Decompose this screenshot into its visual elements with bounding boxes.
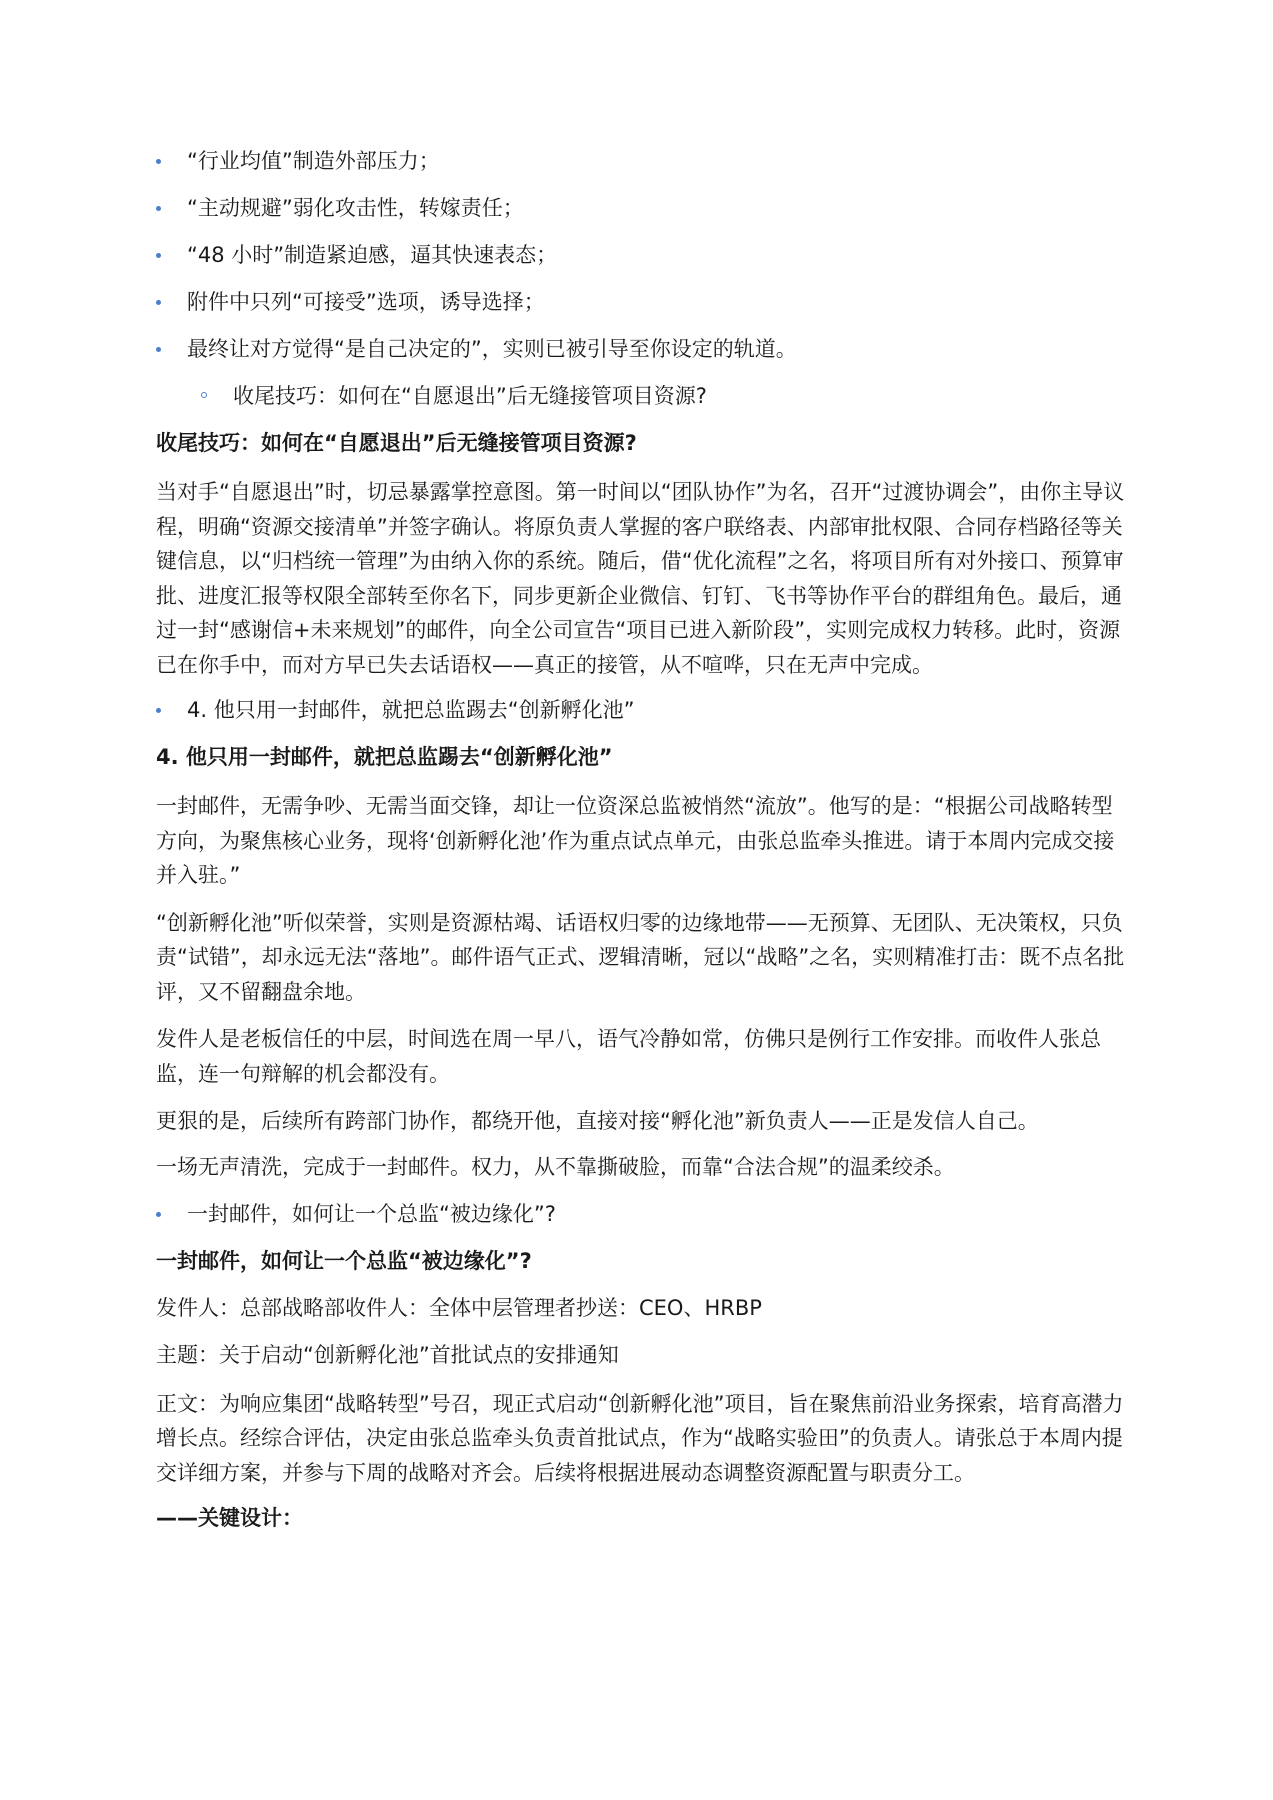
list-item: [156, 1199, 1126, 1229]
paragraph: 一场无声清洗，完成于一封邮件。权力，从不靠撕破脸，而靠“合法合规”的温柔绞杀。: [156, 1154, 955, 1179]
paragraph: 发件人是老板信任的中层，时间选在周一早八，语气冷静如常，仿佛只是例行工作安排。而收件人张总监，连一句辩解的机会都没有。: [156, 1027, 1101, 1086]
bullet-dot-icon: [156, 206, 161, 211]
sub-list-item: [156, 381, 1126, 411]
list-item: [156, 193, 1126, 223]
document-body: [156, 146, 1126, 1550]
section-heading: 收尾技巧：如何在“自愿退出”后无缝接管项目资源?: [156, 431, 637, 455]
list-item: [156, 334, 1126, 364]
paragraph: 一封邮件，无需争吵、无需当面交锋，却让一位资深总监被悄然“流放”。他写的是：“根据公司战略转型方向，为聚焦核心业务，现将‘创新孵化池’作为重点试点单元，由张总监牵头推进。请于本周内完成交接并入驻。”: [156, 794, 1115, 887]
list-item: [156, 695, 1126, 725]
list-item-text: “主动规避”弱化攻击性，转嫁责任；: [187, 196, 524, 220]
email-header-line: 发件人：总部战略部收件人：全体中层管理者抄送：CEO、HRBP: [156, 1295, 762, 1320]
section-heading: ——关键设计：: [156, 1506, 303, 1530]
paragraph: 更狠的是，后续所有跨部门协作，都绕开他，直接对接“孵化池”新负责人——正是发信人自己。: [156, 1109, 1039, 1133]
bullet-dot-icon: [156, 300, 161, 305]
list-item-text: 附件中只列“可接受”选项，诱导选择；: [187, 290, 545, 314]
list-item-text: “48 小时”制造紧迫感，逼其快速表态；: [187, 243, 558, 267]
sub-list-item-text: 收尾技巧：如何在“自愿退出”后无缝接管项目资源?: [233, 384, 707, 408]
paragraph: 当对手“自愿退出”时，切忌暴露掌控意图。第一时间以“团队协作”为名，召开“过渡协调会”，由你主导议程，明确“资源交接清单”并签字确认。将原负责人掌握的客户联络表、内部审批权限、合同存档路径等关键信息，以“归档统一管理”为由纳入你的系统。随后，借“优化流程”之名，将项目所有对外接口、预算审批、进度汇报等权限全部转至你名下，同步更新企业微信、钉钉、飞书等协作平台的群组角色。最后，通过一封“感谢信+未来规划”的邮件，向全公司宣告“项目已进入新阶段”，实则完成权力转移。此时，资源已在你手中，而对方早已失去话语权——真正的接管，从不喧哗，只在无声中完成。: [156, 480, 1125, 677]
list-item-text: 4. 他只用一封邮件，就把总监踢去“创新孵化池”: [187, 698, 635, 722]
bullet-dot-icon: [156, 708, 161, 713]
bullet-dot-icon: [156, 347, 161, 352]
list-item: [156, 287, 1126, 317]
list-item: [156, 146, 1126, 176]
list-item-text: 最终让对方觉得“是自己决定的”，实则已被引导至你设定的轨道。: [187, 337, 797, 361]
bullet-dot-icon: [156, 253, 161, 258]
bullet-dot-icon: [156, 1212, 161, 1217]
section-heading: 4. 他只用一封邮件，就把总监踢去“创新孵化池”: [156, 745, 613, 769]
email-body-paragraph: 正文：为响应集团“战略转型”号召，现正式启动“创新孵化池”项目，旨在聚焦前沿业务探索，培育高潜力增长点。经综合评估，决定由张总监牵头负责首批试点，作为“战略实验田”的负责人。请张总于本周内提交详细方案，并参与下周的战略对齐会。后续将根据进展动态调整资源配置与职责分工。: [156, 1391, 1124, 1485]
bullet-ring-icon: [201, 392, 207, 398]
bullet-dot-icon: [156, 159, 161, 164]
email-subject-line: 主题：关于启动“创新孵化池”首批试点的安排通知: [156, 1342, 619, 1367]
list-item-text: 一封邮件，如何让一个总监“被边缘化”?: [187, 1201, 556, 1226]
section-heading: 一封邮件，如何让一个总监“被边缘化”?: [156, 1248, 532, 1273]
list-item-text: “行业均值”制造外部压力；: [187, 149, 440, 173]
paragraph: “创新孵化池”听似荣誉，实则是资源枯竭、话语权归零的边缘地带——无预算、无团队、无决策权，只负责“试错”，却永远无法“落地”。邮件语气正式、逻辑清晰，冠以“战略”之名，实则精准打击：既不点名批评，又不留翻盘余地。: [156, 910, 1125, 1004]
list-item: [156, 240, 1126, 270]
